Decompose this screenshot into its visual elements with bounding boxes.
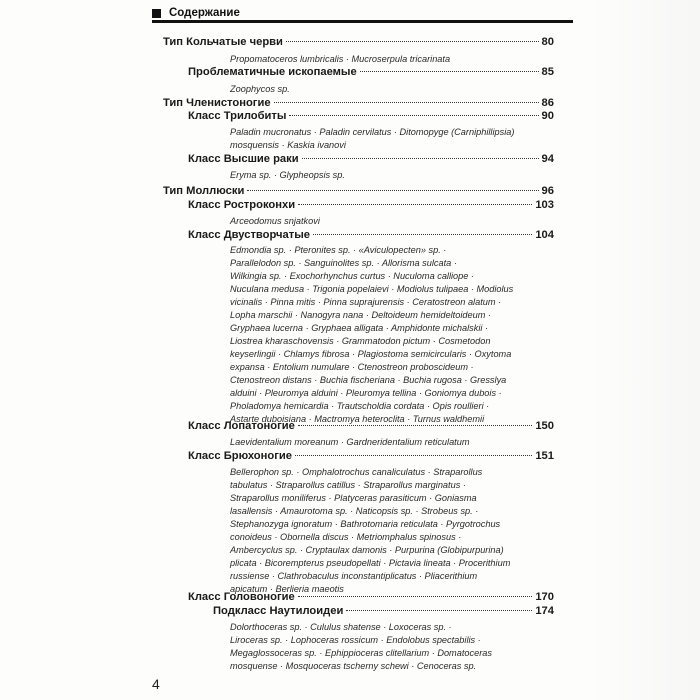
species-line: apicatum · Berlieria maeotis	[230, 584, 344, 594]
toc-entry-label: Класс Трилобиты	[188, 110, 287, 122]
dot-leader	[274, 102, 539, 103]
species-line: Zoophycos sp.	[230, 84, 290, 94]
species-line: keyserlingii · Chlamys fibrosa · Plagiostoma semicircularis · Oxytoma	[230, 349, 512, 359]
dot-leader	[298, 596, 533, 597]
species-line: vicinalis · Pinna mitis · Pinna suprajurensis · Ceratostreon alatum ·	[230, 297, 502, 307]
toc-entry-page: 85	[541, 66, 554, 78]
toc-entry-label: Тип Моллюски	[163, 185, 245, 197]
toc-entry-label: Класс Брюхоногие	[188, 450, 292, 462]
species-line: Ctenostreon distans · Buchia fischeriana · Buchia rugosa · Gresslya	[230, 375, 507, 385]
toc-entry-page: 94	[541, 153, 554, 165]
header-title: Содержание	[169, 7, 240, 19]
toc-entry-label: Проблематичные ископаемые	[188, 66, 357, 78]
dot-leader	[295, 455, 532, 456]
species-line: Dolorthoceras sp. · Cululus shatense · Loxoceras sp. ·	[230, 622, 452, 632]
dot-leader	[302, 158, 539, 159]
dot-leader	[298, 204, 532, 205]
species-line: Nuculana medusa · Trigonia popelaievi · Modiolus tulipaea · Modiolus	[230, 284, 514, 294]
species-line: Arceodomus snjatkovi	[230, 216, 320, 226]
species-line: Liostrea kharaschovensis · Grammatodon pictum · Cosmetodon	[230, 336, 491, 346]
page-number: 4	[152, 676, 160, 692]
species-line: conoideus · Obornella discus · Metriomphalus spinosus ·	[230, 532, 462, 542]
species-line: Liroceras sp. · Lophoceras rossicum · Endolobus spectabilis ·	[230, 635, 481, 645]
toc-entry[interactable]	[188, 66, 554, 78]
species-line: mosquensis · Kaskia ivanovi	[230, 140, 346, 150]
species-line: Propomatoceros lumbricalis · Mucroserpula tricarinata	[230, 54, 451, 64]
dot-leader	[298, 425, 532, 426]
toc-entry[interactable]	[163, 36, 554, 48]
species-line: Astarte duboisiana · Mactromya heteroclita · Turnus waldhemii	[230, 414, 485, 424]
toc-entry[interactable]	[188, 110, 554, 122]
species-line: mosquense · Mosquoceras tscherny schewi · Cenoceras sp.	[230, 661, 477, 671]
species-line: Bellerophon sp. · Omphalotrochus canaliculatus · Straparollus	[230, 467, 483, 477]
toc-entry-page: 96	[541, 185, 554, 197]
species-line: Straparollus moniliferus · Platyceras parasiticum · Goniasma	[230, 493, 477, 503]
species-line: Wilkingia sp. · Exochorhynchus curtus · Nuculoma calliope ·	[230, 271, 474, 281]
species-line: russiense · Clathrobaculus inconstantiplicatus · Pliacerithium	[230, 571, 478, 581]
species-line: Paladin mucronatus · Paladin cervilatus · Ditomopyge (Carniphillipsia)	[230, 127, 515, 137]
dot-leader	[346, 610, 532, 611]
dot-leader	[247, 190, 538, 191]
toc-entry[interactable]	[213, 605, 554, 617]
toc-entry[interactable]	[163, 185, 554, 197]
species-line: Stephanozyga ignoratum · Bathrotomaria reticulata · Pyrgotrochus	[230, 519, 501, 529]
toc-entry[interactable]	[188, 450, 554, 462]
toc-entry-label: Тип Кольчатые черви	[163, 36, 283, 48]
toc-entry-page: 104	[535, 229, 554, 241]
toc-entry-page: 90	[541, 110, 554, 122]
species-line: Edmondia sp. · Pteronites sp. · «Aviculopecten» sp. ·	[230, 245, 447, 255]
dot-leader	[360, 71, 539, 72]
toc-entry-page: 151	[535, 450, 554, 462]
species-line: Ambercyclus sp. · Cryptaulax damonis · Purpurina (Globipurpurina)	[230, 545, 504, 555]
species-line: Eryma sp. · Glypheopsis sp.	[230, 170, 345, 180]
toc-entry-page: 174	[535, 605, 554, 617]
species-line: Lopha marschii · Nanogyra nana · Deltoideum hemideltoideum ·	[230, 310, 491, 320]
toc-entry-page: 86	[541, 97, 554, 109]
toc-entry-label: Подкласс Наутилоидеи	[213, 605, 344, 617]
species-line: alduini · Pleuromya alduini · Pleuromya tellina · Goniomya dubois ·	[230, 388, 502, 398]
dot-leader	[286, 41, 539, 42]
toc-entry-label: Тип Членистоногие	[163, 97, 271, 109]
species-line: plicata · Bicorempterus pseudopellati · Pictavia lineata · Procerithium	[230, 558, 511, 568]
dot-leader	[313, 234, 532, 235]
toc-entry[interactable]	[188, 420, 554, 432]
species-line: Megaglossoceras sp. · Ephippioceras clitellarium · Domatoceras	[230, 648, 492, 658]
species-line: lasallensis · Amaurotoma sp. · Naticopsis sp. · Strobeus sp. ·	[230, 506, 479, 516]
toc-entry-page: 80	[541, 36, 554, 48]
toc-entry[interactable]	[163, 97, 554, 109]
toc-entry-page: 170	[535, 591, 554, 603]
toc-entry-label: Класс Ростроконхи	[188, 199, 296, 211]
species-line: expansa · Entolium numulare · Ctenostreon proboscideum ·	[230, 362, 474, 372]
toc-entry-label: Класс Лопатоногие	[188, 420, 295, 432]
species-line: Laevidentalium moreanum · Gardneridentalium reticulatum	[230, 437, 470, 447]
species-line: tabulatus · Straparollus catillus · Straparollus marginatus ·	[230, 480, 466, 490]
toc-entry[interactable]	[188, 591, 554, 603]
species-line: Gryphaea lucerna · Gryphaea alligata · Amphidonte michalskii ·	[230, 323, 489, 333]
dot-leader	[289, 115, 538, 116]
species-line: Parallelodon sp. · Sanguinolites sp. · Allorisma sulcata ·	[230, 258, 457, 268]
toc-entry-page: 103	[535, 199, 554, 211]
toc-entry[interactable]	[188, 199, 554, 211]
toc-entry-label: Класс Головоногие	[188, 591, 295, 603]
toc-entry[interactable]	[188, 229, 554, 241]
toc-entry[interactable]	[188, 153, 554, 165]
toc-entry-label: Класс Высшие раки	[188, 153, 299, 165]
toc-entry-page: 150	[535, 420, 554, 432]
species-line: Pholadomya hemicardia · Trautscholdia cordata · Opis roullieri ·	[230, 401, 490, 411]
toc-entry-label: Класс Двустворчатые	[188, 229, 311, 241]
